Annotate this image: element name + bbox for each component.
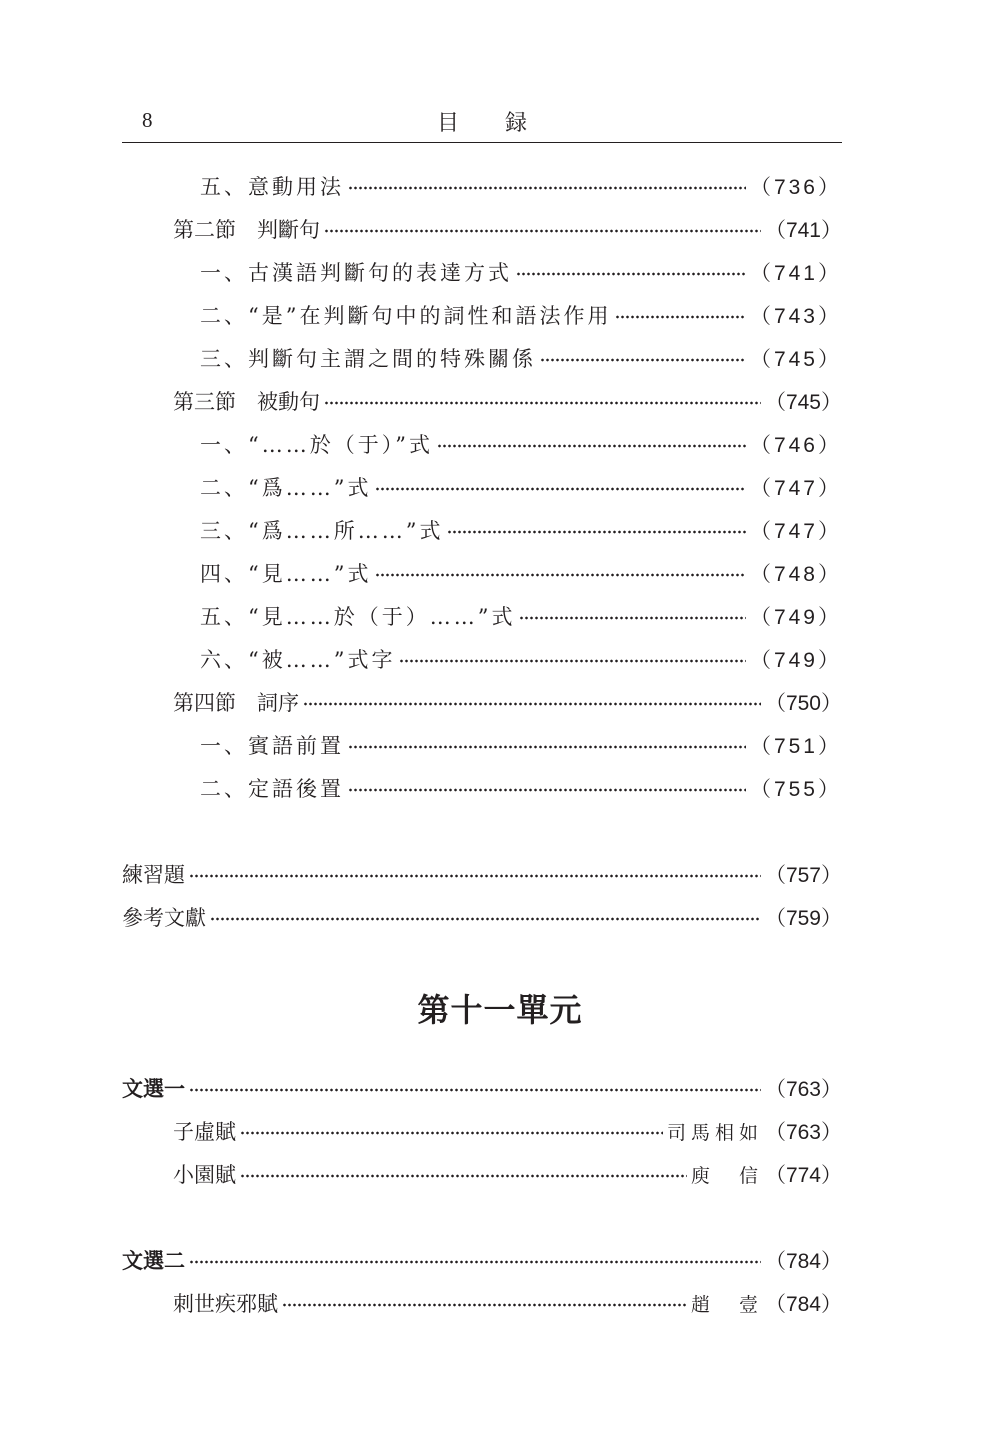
dot-leader [324, 214, 761, 244]
toc-entry[interactable] [200, 601, 842, 631]
toc-entry[interactable] [200, 644, 842, 674]
toc-entry-page: （745） [764, 391, 842, 414]
toc-entry-page: （745） [749, 348, 842, 371]
dot-leader [447, 515, 745, 545]
toc-entry-label: 第四節 詞序 [173, 691, 299, 715]
toc-entry-page: （757） [764, 864, 842, 887]
toc-entry[interactable] [200, 472, 842, 502]
toc-entry-label: 第二節 判斷句 [173, 218, 320, 242]
toc-entry-page: （743） [749, 305, 842, 328]
toc-entry[interactable] [200, 730, 842, 760]
toc-entry-label: 一、“……於（于）”式 [200, 433, 433, 457]
toc-entry-page: （736） [749, 176, 842, 199]
toc-entry-label: 二、定語後置 [200, 777, 344, 801]
toc-entry-page: （749） [749, 649, 842, 672]
toc-entry[interactable] [200, 515, 842, 545]
dot-leader [348, 730, 746, 760]
toc-entry[interactable] [173, 386, 842, 416]
toc-entry[interactable] [173, 1159, 842, 1189]
toc-entry[interactable] [200, 558, 842, 588]
toc-entry-page: （755） [749, 778, 842, 801]
toc-entry-label: 參考文獻 [122, 906, 206, 930]
toc-entry-page: （784） [764, 1293, 842, 1316]
toc-entry[interactable] [200, 773, 842, 803]
toc-entry[interactable] [122, 1245, 842, 1275]
toc-entry-page: （748） [749, 563, 842, 586]
toc-entry-label: 一、古漢語判斷句的表達方式 [200, 261, 512, 285]
dot-leader [189, 1073, 761, 1103]
page-title: 目録 [436, 111, 573, 136]
toc-entry-page: （774） [764, 1164, 842, 1187]
toc-entry-author: 趙 壹 [690, 1293, 763, 1316]
dot-leader [240, 1159, 687, 1189]
dot-leader [210, 902, 761, 932]
dot-leader [540, 343, 746, 373]
toc-entry-page: （747） [749, 520, 842, 543]
toc-entry[interactable] [122, 859, 842, 889]
page-header [122, 106, 842, 143]
toc-entry-page: （750） [764, 692, 842, 715]
toc-entry[interactable] [173, 687, 842, 717]
dot-leader [189, 859, 761, 889]
dot-leader [240, 1116, 663, 1146]
toc-entry-page: （741） [749, 262, 842, 285]
toc-entry-page: （759） [764, 907, 842, 930]
toc-entry[interactable] [173, 1116, 842, 1146]
toc-entry[interactable] [173, 1288, 842, 1318]
toc-entry-author: 庾 信 [690, 1164, 763, 1187]
dot-leader [375, 558, 745, 588]
toc-entry[interactable] [122, 902, 842, 932]
toc-entry-page: （741） [764, 219, 842, 242]
dot-leader [303, 687, 761, 717]
toc-entry-page: （784） [764, 1250, 842, 1273]
toc-entry[interactable] [200, 429, 842, 459]
dot-leader [437, 429, 746, 459]
dot-leader [189, 1245, 761, 1275]
toc-entry-label: 二、“是”在判斷句中的詞性和語法作用 [200, 304, 612, 328]
toc-entry-label: 第三節 被動句 [173, 390, 320, 414]
dot-leader [282, 1288, 687, 1318]
toc-entry[interactable] [200, 257, 842, 287]
dot-leader [516, 257, 746, 287]
toc-entry-label: 文選一 [122, 1076, 185, 1101]
dot-leader [399, 644, 745, 674]
toc-entry-label: 一、賓語前置 [200, 734, 344, 758]
page-number: 8 [142, 108, 153, 132]
toc-entry-label: 四、“見……”式 [200, 562, 372, 586]
toc-entry-page: （749） [749, 606, 842, 629]
toc-entry-page: （746） [749, 434, 842, 457]
toc-entry-label: 三、判斷句主謂之間的特殊關係 [200, 347, 536, 371]
toc-entry-label: 五、“見……於（于）……”式 [200, 605, 516, 629]
unit-heading: 第十一單元 [417, 991, 583, 1029]
toc-entry-page: （751） [749, 735, 842, 758]
toc-entry-label: 刺世疾邪賦 [173, 1292, 278, 1316]
toc-entry-label: 練習題 [122, 863, 185, 887]
toc-entry[interactable] [200, 300, 842, 330]
dot-leader [348, 171, 746, 201]
toc-entry-label: 子虛賦 [173, 1120, 236, 1144]
toc-entry-label: 文選二 [122, 1248, 185, 1273]
toc-entry[interactable] [122, 1073, 842, 1103]
dot-leader [519, 601, 745, 631]
toc-entry[interactable] [173, 214, 842, 244]
toc-entry[interactable] [200, 343, 842, 373]
toc-entry-label: 小園賦 [173, 1163, 236, 1187]
toc-entry-page: （763） [764, 1121, 842, 1144]
toc-entry-page: （747） [749, 477, 842, 500]
toc-entry-label: 三、“爲……所……”式 [200, 519, 444, 543]
dot-leader [348, 773, 746, 803]
toc-entry-page: （763） [764, 1078, 842, 1101]
dot-leader [324, 386, 761, 416]
toc-entry-label: 六、“被……”式字 [200, 648, 396, 672]
toc-entry[interactable] [200, 171, 842, 201]
toc-entry-author: 司馬相如 [666, 1121, 763, 1144]
dot-leader [375, 472, 745, 502]
dot-leader [615, 300, 745, 330]
toc-entry-label: 五、意動用法 [200, 175, 344, 199]
toc-entry-label: 二、“爲……”式 [200, 476, 372, 500]
